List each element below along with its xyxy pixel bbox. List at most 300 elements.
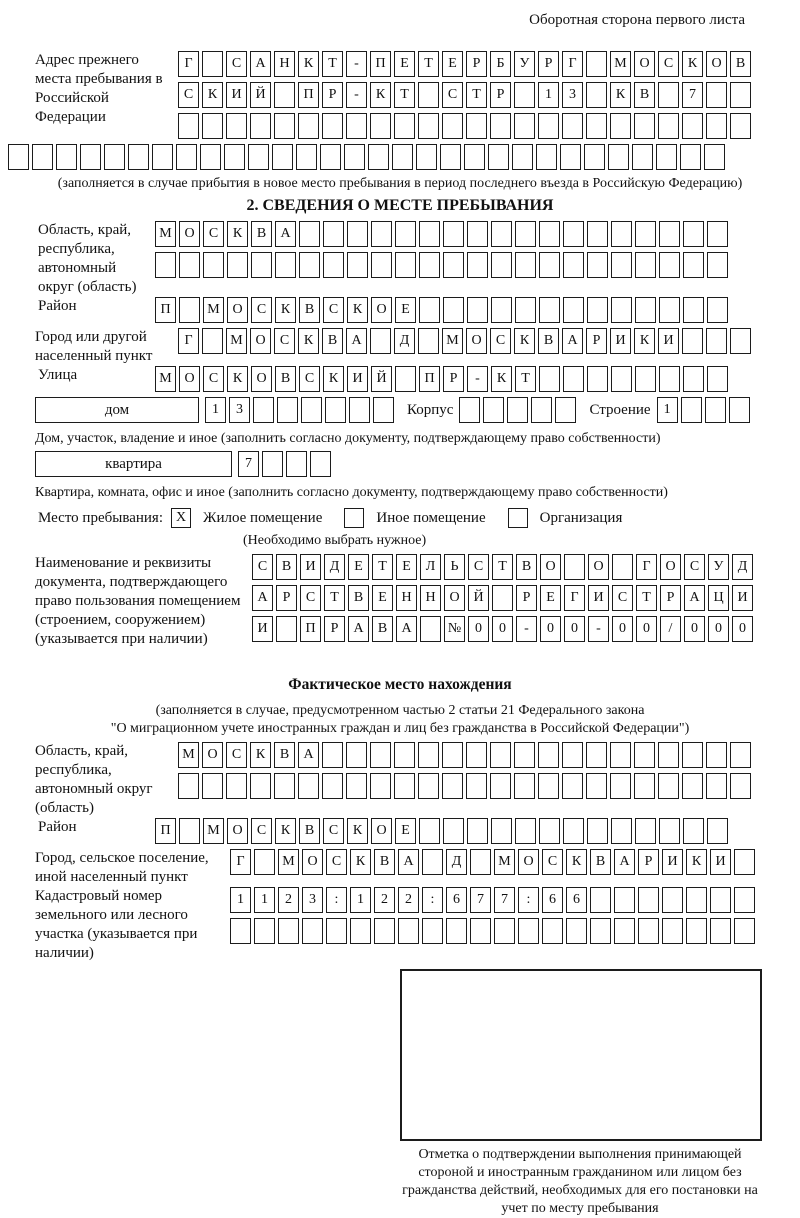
char-box[interactable]	[395, 366, 416, 392]
char-box[interactable]: О	[660, 554, 681, 580]
char-box[interactable]	[683, 221, 704, 247]
char-box[interactable]	[422, 849, 443, 875]
char-box[interactable]: В	[299, 818, 320, 844]
char-box[interactable]: К	[275, 297, 296, 323]
char-box[interactable]	[322, 113, 343, 139]
char-box[interactable]: И	[732, 585, 753, 611]
char-box[interactable]	[683, 818, 704, 844]
char-box[interactable]	[374, 918, 395, 944]
char-box[interactable]	[491, 818, 512, 844]
char-box[interactable]: П	[155, 818, 176, 844]
char-box[interactable]	[347, 252, 368, 278]
char-box[interactable]	[202, 773, 223, 799]
char-box[interactable]	[8, 144, 29, 170]
char-box[interactable]	[659, 297, 680, 323]
char-box[interactable]	[686, 887, 707, 913]
char-box[interactable]: Т	[324, 585, 345, 611]
char-box[interactable]	[491, 221, 512, 247]
char-box[interactable]: 6	[566, 887, 587, 913]
char-box[interactable]: И	[662, 849, 683, 875]
char-box[interactable]: Е	[395, 297, 416, 323]
char-box[interactable]: :	[326, 887, 347, 913]
char-box[interactable]: С	[684, 554, 705, 580]
char-box[interactable]	[251, 252, 272, 278]
char-box[interactable]	[179, 252, 200, 278]
char-box[interactable]	[562, 113, 583, 139]
char-box[interactable]: Р	[660, 585, 681, 611]
char-box[interactable]	[262, 451, 283, 477]
char-box[interactable]	[515, 252, 536, 278]
char-box[interactable]	[730, 328, 751, 354]
char-box[interactable]	[320, 144, 341, 170]
char-box[interactable]: У	[514, 51, 535, 77]
char-box[interactable]: 0	[612, 616, 633, 642]
char-box[interactable]	[491, 297, 512, 323]
char-box[interactable]: В	[348, 585, 369, 611]
char-box[interactable]: /	[660, 616, 681, 642]
char-box[interactable]	[394, 742, 415, 768]
char-box[interactable]: Н	[396, 585, 417, 611]
char-box[interactable]	[418, 113, 439, 139]
char-box[interactable]: Р	[324, 616, 345, 642]
char-box[interactable]	[635, 818, 656, 844]
char-box[interactable]: 3	[562, 82, 583, 108]
char-box[interactable]: И	[658, 328, 679, 354]
char-box[interactable]	[538, 742, 559, 768]
char-box[interactable]: И	[710, 849, 731, 875]
char-box[interactable]	[490, 113, 511, 139]
char-box[interactable]	[531, 397, 552, 423]
char-box[interactable]: А	[562, 328, 583, 354]
char-box[interactable]: 7	[682, 82, 703, 108]
char-box[interactable]: Р	[586, 328, 607, 354]
char-box[interactable]	[467, 297, 488, 323]
char-box[interactable]: -	[467, 366, 488, 392]
char-box[interactable]	[32, 144, 53, 170]
char-box[interactable]	[350, 918, 371, 944]
char-box[interactable]	[518, 918, 539, 944]
char-box[interactable]	[538, 113, 559, 139]
char-box[interactable]: В	[634, 82, 655, 108]
char-box[interactable]	[611, 252, 632, 278]
char-box[interactable]: О	[588, 554, 609, 580]
char-box[interactable]	[632, 144, 653, 170]
char-box[interactable]	[491, 252, 512, 278]
char-box[interactable]: Е	[395, 818, 416, 844]
char-box[interactable]	[488, 144, 509, 170]
char-box[interactable]: В	[274, 742, 295, 768]
char-box[interactable]: С	[442, 82, 463, 108]
char-box[interactable]: Е	[372, 585, 393, 611]
char-box[interactable]: М	[442, 328, 463, 354]
char-box[interactable]: И	[610, 328, 631, 354]
char-box[interactable]	[659, 366, 680, 392]
char-box[interactable]	[371, 252, 392, 278]
char-box[interactable]: И	[252, 616, 273, 642]
checkbox-residential[interactable]: X	[171, 508, 191, 528]
char-box[interactable]: Г	[564, 585, 585, 611]
char-box[interactable]: К	[323, 366, 344, 392]
char-box[interactable]: О	[706, 51, 727, 77]
char-box[interactable]	[56, 144, 77, 170]
char-box[interactable]	[371, 221, 392, 247]
char-box[interactable]: О	[634, 51, 655, 77]
char-box[interactable]	[296, 144, 317, 170]
char-box[interactable]	[394, 773, 415, 799]
char-box[interactable]	[298, 773, 319, 799]
char-box[interactable]: 0	[636, 616, 657, 642]
char-box[interactable]	[370, 328, 391, 354]
char-box[interactable]	[418, 742, 439, 768]
char-box[interactable]	[707, 818, 728, 844]
char-box[interactable]: 3	[302, 887, 323, 913]
char-box[interactable]: 0	[684, 616, 705, 642]
char-box[interactable]: П	[419, 366, 440, 392]
checkbox-other-premises[interactable]	[344, 508, 364, 528]
char-box[interactable]	[443, 297, 464, 323]
char-box[interactable]: Т	[372, 554, 393, 580]
char-box[interactable]: Ц	[708, 585, 729, 611]
char-box[interactable]	[635, 221, 656, 247]
char-box[interactable]	[202, 328, 223, 354]
char-box[interactable]	[459, 397, 480, 423]
char-box[interactable]	[662, 918, 683, 944]
char-box[interactable]: Й	[250, 82, 271, 108]
char-box[interactable]	[587, 366, 608, 392]
char-box[interactable]	[707, 297, 728, 323]
char-box[interactable]	[370, 742, 391, 768]
char-box[interactable]: 0	[708, 616, 729, 642]
char-box[interactable]: 1	[657, 397, 678, 423]
char-box[interactable]	[659, 818, 680, 844]
char-box[interactable]: Т	[636, 585, 657, 611]
char-box[interactable]	[392, 144, 413, 170]
char-box[interactable]	[254, 849, 275, 875]
char-box[interactable]	[420, 616, 441, 642]
char-box[interactable]	[611, 366, 632, 392]
char-box[interactable]	[563, 221, 584, 247]
char-box[interactable]: 0	[564, 616, 585, 642]
char-box[interactable]: Р	[443, 366, 464, 392]
char-box[interactable]	[466, 113, 487, 139]
char-box[interactable]: С	[226, 742, 247, 768]
char-box[interactable]: И	[347, 366, 368, 392]
char-box[interactable]	[490, 773, 511, 799]
char-box[interactable]	[560, 144, 581, 170]
char-box[interactable]	[682, 773, 703, 799]
char-box[interactable]: С	[612, 585, 633, 611]
char-box[interactable]	[635, 366, 656, 392]
char-box[interactable]: Е	[348, 554, 369, 580]
char-box[interactable]	[298, 113, 319, 139]
char-box[interactable]: О	[202, 742, 223, 768]
char-box[interactable]: У	[708, 554, 729, 580]
char-box[interactable]	[563, 366, 584, 392]
char-box[interactable]: Б	[490, 51, 511, 77]
char-box[interactable]	[730, 773, 751, 799]
char-box[interactable]	[467, 818, 488, 844]
char-box[interactable]	[586, 742, 607, 768]
char-box[interactable]: М	[203, 818, 224, 844]
char-box[interactable]: 3	[229, 397, 250, 423]
char-box[interactable]: С	[542, 849, 563, 875]
char-box[interactable]	[706, 773, 727, 799]
char-box[interactable]	[539, 297, 560, 323]
char-box[interactable]	[395, 252, 416, 278]
char-box[interactable]: А	[396, 616, 417, 642]
char-box[interactable]: Д	[394, 328, 415, 354]
char-box[interactable]: 1	[254, 887, 275, 913]
char-box[interactable]: Н	[274, 51, 295, 77]
char-box[interactable]: Е	[394, 51, 415, 77]
char-box[interactable]: Г	[636, 554, 657, 580]
char-box[interactable]	[682, 113, 703, 139]
char-box[interactable]	[301, 397, 322, 423]
char-box[interactable]	[538, 773, 559, 799]
char-box[interactable]: 2	[374, 887, 395, 913]
char-box[interactable]	[202, 51, 223, 77]
char-box[interactable]	[682, 328, 703, 354]
char-box[interactable]: Г	[230, 849, 251, 875]
char-box[interactable]: К	[566, 849, 587, 875]
char-box[interactable]: К	[202, 82, 223, 108]
char-box[interactable]: К	[347, 818, 368, 844]
char-box[interactable]: А	[250, 51, 271, 77]
char-box[interactable]	[539, 366, 560, 392]
char-box[interactable]	[226, 113, 247, 139]
char-box[interactable]: С	[323, 297, 344, 323]
char-box[interactable]	[323, 252, 344, 278]
char-box[interactable]	[325, 397, 346, 423]
char-box[interactable]	[442, 113, 463, 139]
char-box[interactable]: П	[300, 616, 321, 642]
char-box[interactable]	[612, 554, 633, 580]
char-box[interactable]	[274, 82, 295, 108]
char-box[interactable]: Р	[490, 82, 511, 108]
char-box[interactable]	[466, 742, 487, 768]
char-box[interactable]	[443, 252, 464, 278]
char-box[interactable]: К	[227, 366, 248, 392]
char-box[interactable]: В	[516, 554, 537, 580]
char-box[interactable]: А	[298, 742, 319, 768]
char-box[interactable]: О	[227, 818, 248, 844]
char-box[interactable]	[611, 818, 632, 844]
char-box[interactable]	[274, 773, 295, 799]
char-box[interactable]	[512, 144, 533, 170]
char-box[interactable]: П	[155, 297, 176, 323]
char-box[interactable]	[179, 297, 200, 323]
char-box[interactable]	[586, 51, 607, 77]
char-box[interactable]	[278, 918, 299, 944]
char-box[interactable]: 0	[540, 616, 561, 642]
char-box[interactable]	[442, 773, 463, 799]
char-box[interactable]: С	[251, 297, 272, 323]
char-box[interactable]: О	[251, 366, 272, 392]
char-box[interactable]: О	[227, 297, 248, 323]
char-box[interactable]	[178, 773, 199, 799]
char-box[interactable]: Р	[322, 82, 343, 108]
char-box[interactable]: Ь	[444, 554, 465, 580]
char-box[interactable]	[706, 82, 727, 108]
char-box[interactable]: В	[299, 297, 320, 323]
char-box[interactable]	[539, 252, 560, 278]
char-box[interactable]: Т	[515, 366, 536, 392]
char-box[interactable]	[419, 221, 440, 247]
char-box[interactable]: 1	[230, 887, 251, 913]
char-box[interactable]	[584, 144, 605, 170]
char-box[interactable]: Й	[468, 585, 489, 611]
char-box[interactable]: 0	[732, 616, 753, 642]
char-box[interactable]: 2	[278, 887, 299, 913]
char-box[interactable]: О	[466, 328, 487, 354]
char-box[interactable]	[443, 818, 464, 844]
char-box[interactable]	[610, 113, 631, 139]
char-box[interactable]	[563, 252, 584, 278]
char-box[interactable]: С	[203, 221, 224, 247]
char-box[interactable]	[422, 918, 443, 944]
char-box[interactable]	[659, 252, 680, 278]
checkbox-organization[interactable]	[508, 508, 528, 528]
char-box[interactable]: О	[302, 849, 323, 875]
char-box[interactable]: 1	[205, 397, 226, 423]
char-box[interactable]	[608, 144, 629, 170]
char-box[interactable]	[704, 144, 725, 170]
char-box[interactable]: К	[227, 221, 248, 247]
char-box[interactable]: С	[226, 51, 247, 77]
char-box[interactable]: 1	[350, 887, 371, 913]
char-box[interactable]	[277, 397, 298, 423]
char-box[interactable]: -	[346, 82, 367, 108]
char-box[interactable]	[634, 773, 655, 799]
char-box[interactable]: И	[226, 82, 247, 108]
char-box[interactable]	[658, 113, 679, 139]
char-box[interactable]: С	[300, 585, 321, 611]
char-box[interactable]	[635, 252, 656, 278]
char-box[interactable]: М	[494, 849, 515, 875]
char-box[interactable]: К	[634, 328, 655, 354]
char-box[interactable]	[346, 742, 367, 768]
char-box[interactable]: В	[590, 849, 611, 875]
char-box[interactable]	[730, 742, 751, 768]
char-box[interactable]	[442, 742, 463, 768]
char-box[interactable]: М	[278, 849, 299, 875]
char-box[interactable]: А	[252, 585, 273, 611]
char-box[interactable]: Г	[178, 51, 199, 77]
char-box[interactable]	[734, 918, 755, 944]
char-box[interactable]	[322, 773, 343, 799]
char-box[interactable]	[611, 221, 632, 247]
char-box[interactable]	[230, 918, 251, 944]
char-box[interactable]: Р	[466, 51, 487, 77]
char-box[interactable]	[515, 297, 536, 323]
char-box[interactable]	[515, 818, 536, 844]
char-box[interactable]	[658, 742, 679, 768]
char-box[interactable]: П	[298, 82, 319, 108]
char-box[interactable]: О	[444, 585, 465, 611]
char-box[interactable]: Л	[420, 554, 441, 580]
char-box[interactable]: О	[179, 366, 200, 392]
char-box[interactable]	[200, 144, 221, 170]
char-box[interactable]	[322, 742, 343, 768]
char-box[interactable]: :	[518, 887, 539, 913]
char-box[interactable]	[344, 144, 365, 170]
char-box[interactable]	[446, 918, 467, 944]
char-box[interactable]: С	[468, 554, 489, 580]
char-box[interactable]	[370, 113, 391, 139]
char-box[interactable]	[638, 887, 659, 913]
char-box[interactable]: Р	[638, 849, 659, 875]
char-box[interactable]	[638, 918, 659, 944]
char-box[interactable]	[611, 297, 632, 323]
char-box[interactable]: Г	[178, 328, 199, 354]
char-box[interactable]: Т	[418, 51, 439, 77]
char-box[interactable]	[470, 849, 491, 875]
char-box[interactable]	[710, 918, 731, 944]
char-box[interactable]	[419, 252, 440, 278]
char-box[interactable]	[419, 818, 440, 844]
char-box[interactable]	[507, 397, 528, 423]
char-box[interactable]: В	[372, 616, 393, 642]
char-box[interactable]: Т	[322, 51, 343, 77]
char-box[interactable]: В	[322, 328, 343, 354]
char-box[interactable]	[443, 221, 464, 247]
char-box[interactable]: С	[251, 818, 272, 844]
char-box[interactable]	[464, 144, 485, 170]
char-box[interactable]: 6	[446, 887, 467, 913]
char-box[interactable]: К	[682, 51, 703, 77]
char-box[interactable]	[275, 252, 296, 278]
char-box[interactable]: 2	[398, 887, 419, 913]
char-box[interactable]: К	[275, 818, 296, 844]
char-box[interactable]: В	[251, 221, 272, 247]
char-box[interactable]: А	[398, 849, 419, 875]
char-box[interactable]	[373, 397, 394, 423]
char-box[interactable]	[514, 82, 535, 108]
char-box[interactable]: 1	[538, 82, 559, 108]
char-box[interactable]	[418, 773, 439, 799]
char-box[interactable]	[419, 297, 440, 323]
char-box[interactable]	[542, 918, 563, 944]
char-box[interactable]: К	[514, 328, 535, 354]
char-box[interactable]	[179, 818, 200, 844]
char-box[interactable]	[734, 887, 755, 913]
char-box[interactable]: С	[326, 849, 347, 875]
char-box[interactable]: Н	[420, 585, 441, 611]
char-box[interactable]: В	[276, 554, 297, 580]
char-box[interactable]	[705, 397, 726, 423]
char-box[interactable]: :	[422, 887, 443, 913]
char-box[interactable]	[555, 397, 576, 423]
char-box[interactable]: -	[346, 51, 367, 77]
char-box[interactable]	[562, 773, 583, 799]
char-box[interactable]	[310, 451, 331, 477]
char-box[interactable]	[470, 918, 491, 944]
char-box[interactable]	[395, 221, 416, 247]
char-box[interactable]: С	[323, 818, 344, 844]
char-box[interactable]: К	[610, 82, 631, 108]
char-box[interactable]: А	[684, 585, 705, 611]
char-box[interactable]	[418, 82, 439, 108]
char-box[interactable]	[203, 252, 224, 278]
char-box[interactable]: В	[275, 366, 296, 392]
char-box[interactable]: -	[516, 616, 537, 642]
char-box[interactable]: О	[540, 554, 561, 580]
char-box[interactable]: М	[155, 366, 176, 392]
char-box[interactable]: 6	[542, 887, 563, 913]
char-box[interactable]: С	[178, 82, 199, 108]
char-box[interactable]	[536, 144, 557, 170]
char-box[interactable]	[659, 221, 680, 247]
